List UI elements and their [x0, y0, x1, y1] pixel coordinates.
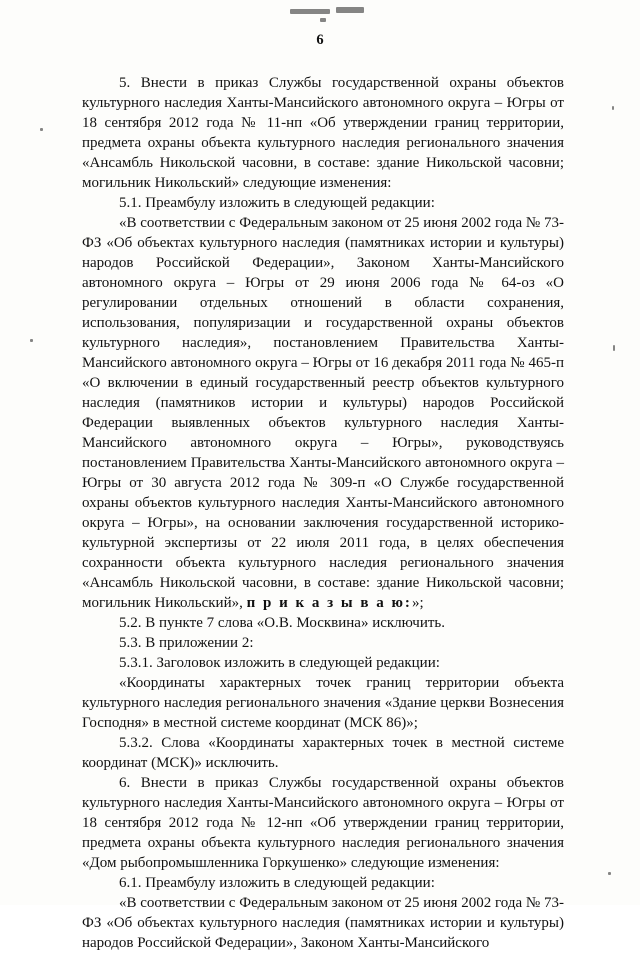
scan-mark: [40, 128, 43, 131]
paragraph-5-3-2: 5.3.2. Слова «Координаты характерных точек в местной системе координат (МСК)» исключить.: [82, 735, 564, 771]
page-number: 6: [316, 32, 324, 48]
paragraph-5-1: 5.1. Преамбулу изложить в следующей редакции:: [119, 195, 435, 211]
scan-mark: [613, 345, 615, 351]
preamble-5-1: [82, 213, 564, 613]
paragraph-5: 5. Внести в приказ Службы государственной охраны объектов культурного наследия Ханты-Мансийского автономного округа – Югры от 18 сентября 2012 года № 11-нп «Об утверждении границ территории, предмета охраны объекта культурного наследия регионального значения «Ансамбль Никольской часовни, в составе: здание Никольской часовни; могильник Никольский» следующие изменения:: [82, 75, 564, 191]
heading-quote-5-3-1: «Координаты характерных точек границ территории объекта культурного наследия регионального значения «Здание церкви Вознесения Господня» в местной системе координат (МСК 86)»;: [82, 675, 564, 731]
paragraph-6: 6. Внести в приказ Службы государственной охраны объектов культурного наследия Ханты-Мансийского автономного округа – Югры от 18 сентября 2012 года № 12-нп «Об утверждении границ территории, предмета охраны объекта культурного наследия регионального значения «Дом рыбопромышленника Горкушенко» следующие изменения:: [82, 775, 564, 871]
scan-mark: [290, 9, 330, 14]
paragraph-5-3: 5.3. В приложении 2:: [119, 635, 254, 651]
order-tail: »;: [411, 595, 424, 611]
preamble-text: «В соответствии с Федеральным законом от 25 июня 2002 года № 73-ФЗ «Об объектах культурного наследия (памятниках истории и культуры) народов Российской Федерации», Законом Ханты-Мансийского автономного округа – Югры от 29 июня 2006 года № 64-оз «О регулировании отдельных отношений в области сохранения, использования, популяризации и государственной охраны объектов культурного наследия», постановлением Правительства Ханты-Мансийского автономного округа – Югры от 16 декабря 2011 года № 465-п «О включении в единый государственный реестр объектов культурного наследия (памятников истории и культуры) народов Российской Федерации выявленных объектов культурного наследия Ханты-Мансийского автономного округа – Югры», руководствуясь постановлением Правительства Ханты-Мансийского автономного округа – Югры от 30 августа 2012 года № 309-п «О Службе государственной охраны объектов культурного наследия Ханты-Мансийского автономного округа – Югры», на основании заключения государственной историко-культурной экспертизы от 22 июля 2011 года, в целях обеспечения сохранности объекта культурного наследия регионального значения «Ансамбль Никольской часовни, в составе: здание Никольской часовни; могильник Никольский»,: [82, 215, 564, 611]
scan-mark: [30, 339, 33, 342]
document-body: [82, 73, 564, 953]
paragraph-6-1: 6.1. Преамбулу изложить в следующей редакции:: [119, 875, 435, 891]
paragraph-5-3-1: 5.3.1. Заголовок изложить в следующей редакции:: [119, 655, 440, 671]
scan-mark: [612, 106, 614, 110]
scan-mark: [336, 7, 364, 13]
preamble-6-1: «В соответствии с Федеральным законом от 25 июня 2002 года № 73-ФЗ «Об объектах культурного наследия (памятниках истории и культуры) народов Российской Федерации», Законом Ханты-Мансийского: [82, 895, 564, 951]
scan-mark: [608, 872, 611, 875]
order-word: п р и к а з ы в а ю:: [246, 595, 412, 611]
paragraph-5-2: 5.2. В пункте 7 слова «О.В. Москвина» исключить.: [119, 615, 446, 631]
scan-mark: [320, 18, 326, 22]
